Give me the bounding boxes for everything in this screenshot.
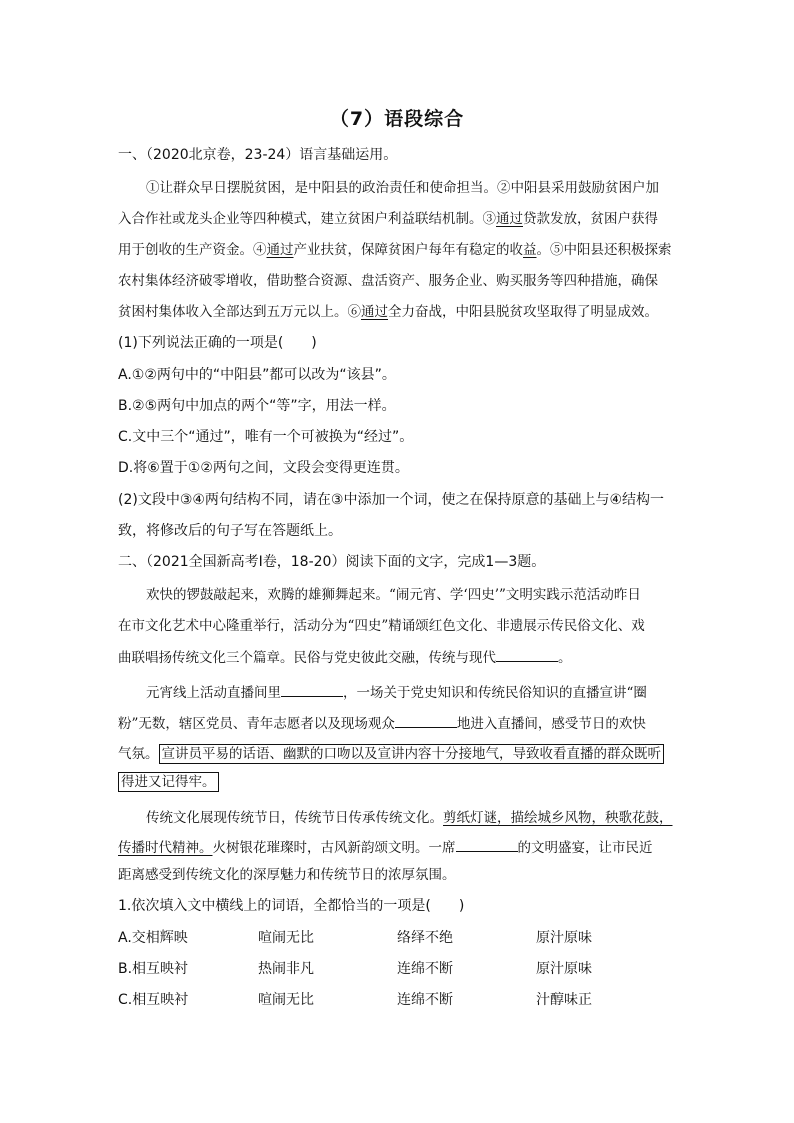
passage-1-line-5: 贫困村集体收入全部达到五万元以上。⑥通过全力奋战，中阳县脱贫攻坚取得了明显成效。 [118, 304, 658, 320]
passage-2-p2-line-2: 粉”无数，辖区党员、青年志愿者以及现场观众 地进入直播间，感受节日的欢快 [118, 716, 646, 732]
passage-1-line-2: 入合作社或龙头企业等四种模式，建立贫困户利益联结机制。③通过贷款发放，贫困户获得 [118, 211, 658, 227]
option-a-1: A.交相辉映 [118, 930, 188, 946]
option-a: A.①②两句中的“中阳县”都可以改为“该县”。 [118, 367, 396, 383]
passage-2-p1-line-3: 曲联唱扬传统文化三个篇章。民俗与党史彼此交融，传统与现代 。 [118, 650, 572, 666]
passage-1-line-1: ①让群众早日摆脱贫困，是中阳县的政治责任和使命担当。②中阳县采用鼓励贫困户加 [146, 180, 659, 196]
passage-2-p3-line-1: 传统文化展现传统节日，传统节日传承传统文化。剪纸灯谜，描绘城乡风物，秧歌花鼓， [146, 810, 673, 826]
dotted-char-deng: 等 [239, 211, 253, 227]
passage-2-p3-line-3: 距离感受到传统文化的深厚魅力和传统节日的浓厚氛围。 [118, 867, 456, 883]
question-1-stem: (1)下列说法正确的一项是( ) [118, 335, 317, 351]
underlined-char-yi: 益 [523, 242, 537, 258]
blank-1 [496, 648, 558, 662]
passage-2-p1-line-1: 欢快的锣鼓敲起来，欢腾的雄狮舞起来。“闹元宵、学‘四史’”文明实践示范活动昨日 [146, 587, 641, 603]
passage-2-p2-line-3: 气氛。 宣讲员平易的话语、幽默的口吻以及宣讲内容十分接地气，导致收看直播的群众既听 [118, 745, 664, 763]
option-d: D.将⑥置于①②两句之间，文段会变得更连贯。 [118, 460, 409, 476]
blank-2 [281, 683, 343, 697]
blank-3 [395, 714, 457, 728]
underlined-tongguo: 通过 [361, 304, 388, 320]
boxed-sentence-part-1: 宣讲员平易的话语、幽默的口吻以及宣讲内容十分接地气，导致收看直播的群众既听 [159, 744, 665, 764]
underlined-sentence-part-2: 传播时代精神。 [118, 840, 213, 856]
passage-2-p2-line-1: 元宵线上活动直播间里 ，一场关于党史知识和传统民俗知识的直播宣讲“圈 [146, 685, 647, 701]
passage-2-p1-line-2: 在市文化艺术中心隆重举行，活动分为“四史”精诵颂红色文化、非遗展示传民俗文化、戏 [118, 618, 645, 634]
section-2-heading: 二、（2021全国新高考Ⅰ卷，18-20）阅读下面的文字，完成1—3题。 [118, 554, 546, 570]
option-c-1: C.相互映衬 [118, 992, 189, 1008]
boxed-sentence-part-2: 得进又记得牢。 [118, 772, 219, 792]
blank-4 [456, 838, 518, 852]
passage-2-p3-line-2: 传播时代精神。火树银花璀璨时，古风新韵颂文明。一席 的文明盛宴，让市民近 [118, 840, 653, 856]
passage-1-line-4: 农村集体经济破零增收，借助整合资源、盘活资产、服务企业、购买服务等四种措施，确保 [118, 273, 658, 289]
option-b-4: 原汁原味 [536, 961, 592, 977]
underlined-tongguo: 通过 [266, 242, 294, 258]
option-b: B.②⑤两句中加点的两个“等”字，用法一样。 [118, 398, 396, 414]
option-c-3: 连绵不断 [397, 992, 453, 1008]
option-c-4: 汁醇味正 [536, 992, 592, 1008]
option-b-3: 连绵不断 [397, 961, 453, 977]
underlined-tongguo: 通过 [496, 211, 523, 227]
option-b-1: B.相互映衬 [118, 961, 189, 977]
option-a-4: 原汁原味 [536, 930, 592, 946]
question-2-line-1: (2)文段中③④两句结构不同，请在③中添加一个词，使之在保持原意的基础上与④结构一 [118, 492, 665, 508]
option-b-2: 热闹非凡 [258, 961, 314, 977]
option-a-3: 络绎不绝 [397, 930, 453, 946]
question-2-line-2: 致，将修改后的句子写在答题纸上。 [118, 523, 342, 539]
question-1b-stem: 1.依次填入文中横线上的词语，全都恰当的一项是( ) [118, 898, 465, 914]
page-title: （7）语段综合 [329, 108, 465, 130]
passage-1-line-3: 用于创收的生产资金。④通过产业扶贫，保障贫困户每年有稳定的收益。⑤中阳县还积极探索 [118, 242, 672, 258]
underlined-sentence-part-1: 剪纸灯谜，描绘城乡风物，秧歌花鼓， [443, 810, 673, 826]
option-c-2: 喧闹无比 [258, 992, 314, 1008]
passage-2-p2-line-4 [118, 773, 219, 791]
section-1-heading: 一、（2020北京卷，23-24）语言基础运用。 [118, 147, 398, 163]
option-c: C.文中三个“通过”，唯有一个可被换为“经过”。 [118, 429, 414, 445]
option-a-2: 喧闹无比 [258, 930, 314, 946]
dotted-char-deng: 等 [550, 273, 564, 289]
